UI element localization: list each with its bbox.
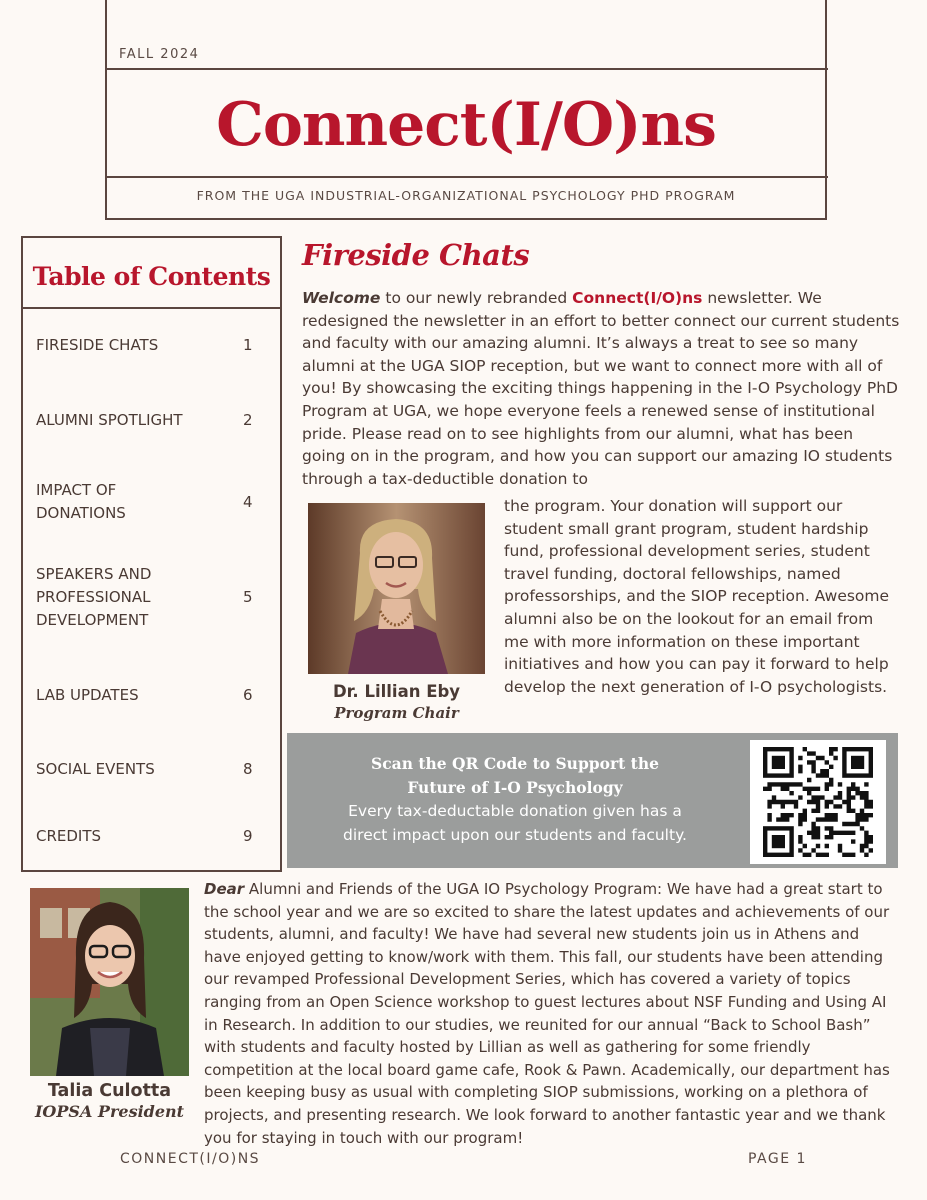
toc-item-social-events[interactable]: SOCIAL EVENTS bbox=[36, 760, 155, 778]
program-chair-name: Dr. Lillian Eby bbox=[332, 682, 461, 701]
toc-item-alumni-spotlight[interactable]: ALUMNI SPOTLIGHT bbox=[36, 411, 183, 429]
program-chair-photo bbox=[308, 503, 485, 674]
callout-text-line-1: Every tax-deductable donation given has a bbox=[348, 802, 682, 820]
iopsa-president-name: Talia Culotta bbox=[47, 1081, 172, 1101]
president-letter-lead: Dear bbox=[204, 880, 245, 898]
newsletter-subtitle: FROM THE UGA INDUSTRIAL-ORGANIZATIONAL PSYCHOLOGY PHD PROGRAM bbox=[196, 188, 736, 203]
toc-page-number: 6 bbox=[243, 686, 253, 704]
toc-item-speakers-professional-development[interactable]: SPEAKERS AND PROFESSIONAL DEVELOPMENT bbox=[36, 565, 152, 629]
toc-item-lab-updates[interactable]: LAB UPDATES bbox=[36, 686, 139, 704]
section-title-fireside-chats: Fireside Chats bbox=[302, 238, 530, 272]
fireside-brand: Connect(I/O)ns bbox=[572, 289, 703, 307]
toc-item-credits[interactable]: CREDITS bbox=[36, 827, 102, 845]
footer-page-number: PAGE 1 bbox=[748, 1151, 807, 1167]
toc-page-number: 2 bbox=[243, 411, 253, 429]
president-letter-text: Alumni and Friends of the UGA IO Psychology Program: We have had a great start to the school year and we are so excited to share the latest updates and achievements of our students, alumni, and faculty! We have had several new students join us in Athens and have enjoyed getting to know/work with them. This fall, our students have been attending our revamped Professional Development Series, which has covered a variety of topics ranging from an Open Science workshop to guest lectures about NSF Funding and Using AI in Research. In addition to our studies, we reunited for our annual “Back to School Bash” with students and faculty hosted by Lillian as well as gathering for some friendly competition at the local board game cafe, Rook & Pawn. Academically, our department has been keeping busy as usual with completing SIOP submissions, working on a plethora of projects, and presenting research. We look forward to another fantastic year and we thank you for staying in touch with our program! bbox=[204, 880, 890, 1147]
toc-divider bbox=[21, 307, 282, 309]
toc-page-number: 9 bbox=[243, 827, 253, 845]
toc-page-number: 8 bbox=[243, 760, 253, 778]
fireside-paragraph bbox=[302, 287, 900, 490]
iopsa-president-role: IOPSA President bbox=[34, 1102, 185, 1121]
fireside-text-pre: to our newly rebranded bbox=[380, 289, 573, 307]
newsletter-title: Connect(I/O)ns bbox=[216, 90, 716, 160]
toc-item-fireside-chats[interactable]: FIRESIDE CHATS bbox=[36, 336, 159, 354]
toc-title: Table of Contents bbox=[32, 262, 271, 291]
toc-item-impact-of-donations[interactable]: IMPACT OF DONATIONS bbox=[36, 481, 126, 522]
fireside-lead: Welcome bbox=[302, 289, 381, 307]
fireside-text: newsletter. We redesigned the newsletter in an effort to better connect our current students and faculty with our amazing alumni. It’s always a treat to see so many alumni at the UGA SIOP reception, but we want to connect more with all of you! By showcasing the exciting things happening in the I-O Psychology PhD Program at UGA, we hope everyone feels a renewed sense of institutional pride. Please read on to see highlights from our alumni, what has been going on in the program, and how you can support our amazing IO students through a tax-deductible donation to bbox=[302, 289, 900, 488]
toc-page-number: 4 bbox=[243, 493, 253, 511]
iopsa-president-photo bbox=[30, 888, 189, 1076]
callout-heading-line-1: Scan the QR Code to Support the bbox=[371, 754, 659, 773]
president-letter bbox=[204, 878, 892, 1149]
fireside-paragraph-continued: the program. Your donation will support our student small grant program, student hardship fund, professional development series, student travel funding, doctoral fellowships, named professorships, and the SIOP reception. Awesome alumni also be on the lookout for an email from me with more information on these important initiatives and how you can pay it forward to help develop the next generation of I-O psychologists. bbox=[504, 497, 890, 696]
masthead-rule-top bbox=[105, 68, 828, 70]
footer-newsletter-name: CONNECT(I/O)NS bbox=[120, 1151, 261, 1167]
toc-page-number: 5 bbox=[243, 588, 253, 606]
callout-heading-line-2: Future of I-O Psychology bbox=[407, 778, 623, 797]
issue-season: FALL 2024 bbox=[119, 47, 200, 62]
masthead-rule-bottom bbox=[105, 176, 828, 178]
program-chair-role: Program Chair bbox=[334, 704, 459, 722]
toc-page-number: 1 bbox=[243, 336, 253, 354]
callout-text-line-2: direct impact upon our students and faculty. bbox=[343, 826, 687, 844]
donation-qr-code[interactable] bbox=[750, 740, 886, 864]
